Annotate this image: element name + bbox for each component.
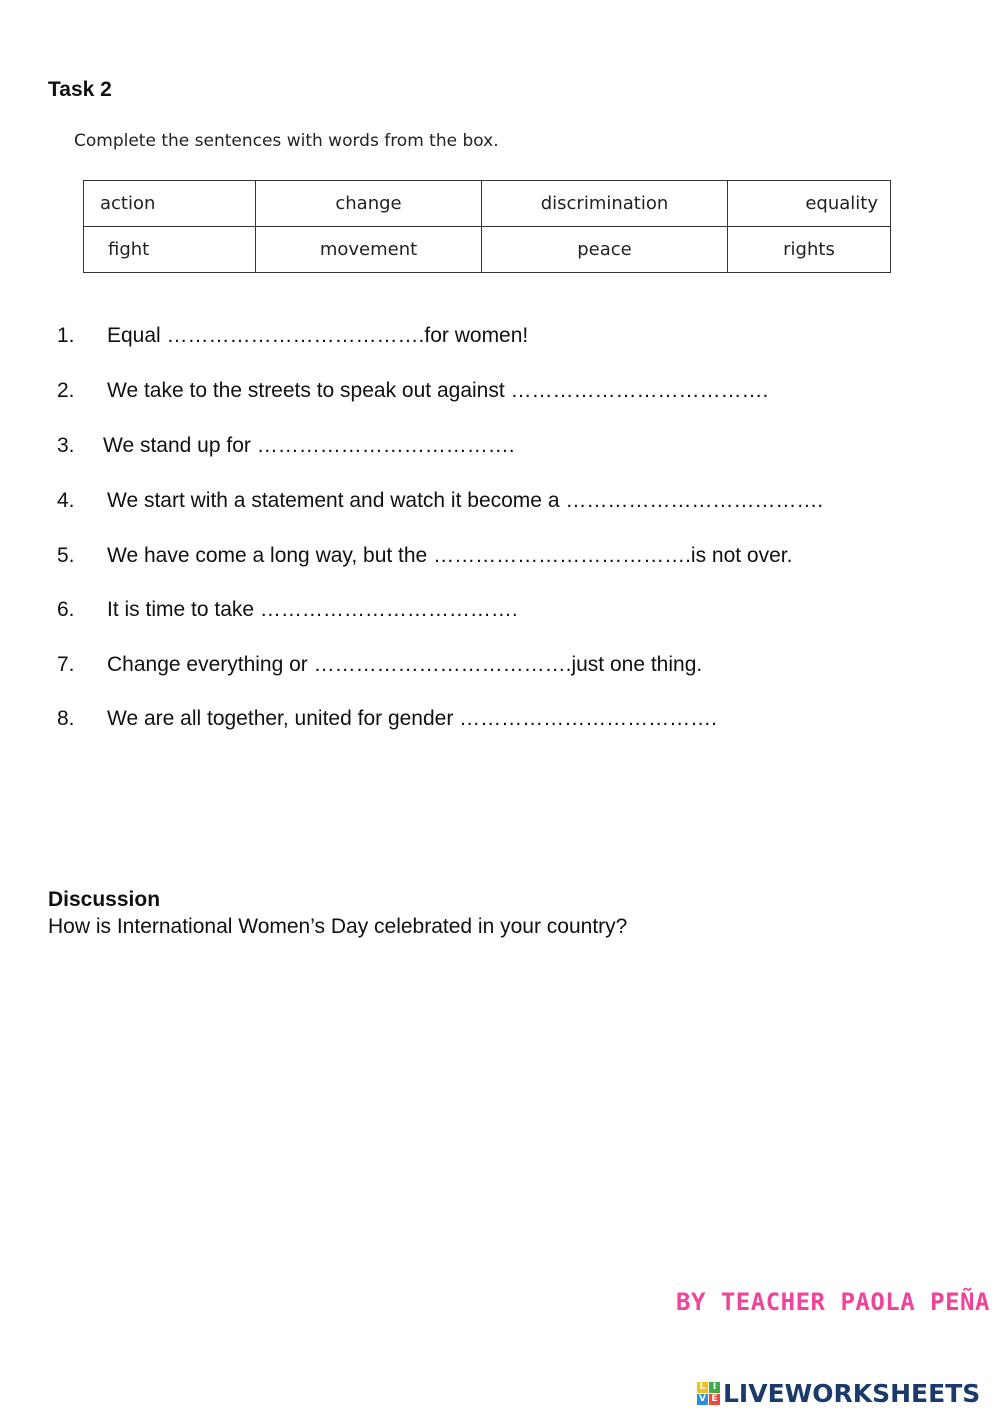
sentence-number: 7. bbox=[57, 653, 75, 676]
word-cell: peace bbox=[482, 227, 728, 273]
sentence-7 bbox=[57, 653, 702, 677]
word-cell: change bbox=[256, 181, 482, 227]
sentence-2 bbox=[57, 379, 768, 403]
word-cell: movement bbox=[256, 227, 482, 273]
sentence-number: 8. bbox=[57, 707, 75, 730]
liveworksheets-logo[interactable] bbox=[697, 1377, 980, 1409]
sentence-6 bbox=[57, 598, 518, 622]
logo-letter: I bbox=[709, 1382, 720, 1393]
sentence-1 bbox=[57, 324, 528, 348]
sentence-3 bbox=[57, 434, 515, 458]
logo-letter: E bbox=[709, 1394, 720, 1405]
sentence-text: We start with a statement and watch it become a ………………………………. bbox=[107, 489, 824, 512]
sentence-text: We stand up for ………………………………. bbox=[103, 434, 515, 457]
sentence-text: We are all together, united for gender ………………………………. bbox=[107, 707, 718, 730]
sentence-text: We take to the streets to speak out against ………………………………. bbox=[107, 379, 769, 402]
logo-letter: L bbox=[697, 1382, 708, 1393]
sentence-number: 6. bbox=[57, 598, 75, 621]
sentence-4 bbox=[57, 489, 823, 513]
author-credit: BY TEACHER PAOLA PEÑA bbox=[676, 1288, 990, 1316]
discussion-question: How is International Women’s Day celebrated in your country? bbox=[48, 915, 628, 938]
sentence-number: 5. bbox=[57, 544, 75, 567]
sentence-8 bbox=[57, 707, 717, 731]
sentence-number: 4. bbox=[57, 489, 75, 512]
sentence-text: We have come a long way, but the ……………………………….is not over. bbox=[107, 544, 793, 567]
liveworksheets-logo-icon bbox=[697, 1382, 720, 1405]
sentence-text: Change everything or ……………………………….just one thing. bbox=[107, 653, 703, 676]
sentence-text: It is time to take ………………………………. bbox=[107, 598, 518, 621]
task-title: Task 2 bbox=[48, 78, 112, 101]
sentence-text: Equal ……………………………….for women! bbox=[107, 324, 529, 347]
sentence-5 bbox=[57, 544, 792, 568]
word-cell: fight bbox=[84, 227, 256, 273]
sentence-number: 3. bbox=[57, 434, 75, 457]
logo-letter: V bbox=[697, 1394, 708, 1405]
liveworksheets-logo-text: LIVEWORKSHEETS bbox=[723, 1378, 981, 1408]
sentence-number: 1. bbox=[57, 324, 75, 347]
sentence-number: 2. bbox=[57, 379, 75, 402]
word-cell: rights bbox=[728, 227, 891, 273]
task-instruction: Complete the sentences with words from the box. bbox=[74, 131, 499, 151]
word-cell: discrimination bbox=[482, 181, 728, 227]
word-cell: action bbox=[84, 181, 256, 227]
discussion-title: Discussion bbox=[48, 888, 161, 911]
word-cell: equality bbox=[728, 181, 891, 227]
